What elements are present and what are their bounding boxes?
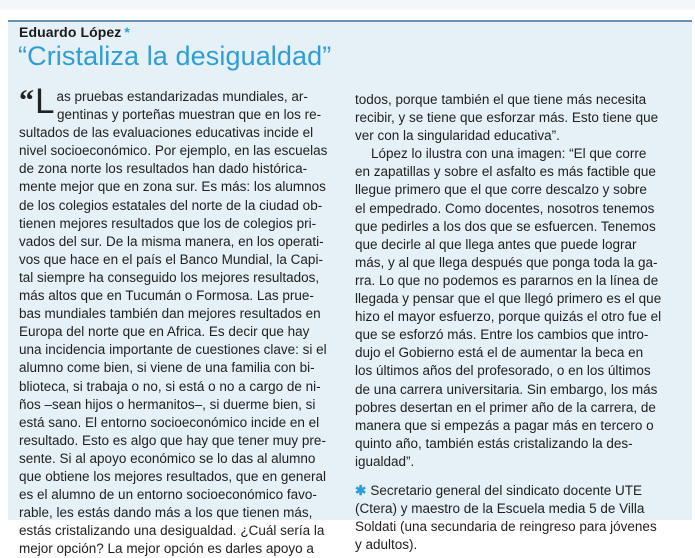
text-line: López lo ilustra con una imagen: “El que corre [371, 146, 647, 162]
right-paragraph-2 [355, 145, 677, 471]
article-byline [19, 24, 130, 40]
text-line: resultado. Esto es algo que hay que tener muy pre- [19, 432, 326, 448]
scan-top-strip [0, 0, 695, 10]
text-line: quinto año, también estás cristalizando la des- [355, 435, 633, 451]
second-line [19, 106, 337, 124]
text-line: manera que si empezás a pagar más en tercero o [355, 417, 654, 433]
drop-cap: L [35, 82, 55, 121]
text-line: Europa del norte que en Africa. Es decir que hay [19, 324, 310, 340]
text-line: todos, porque también el que tiene más necesita [355, 92, 647, 107]
text-line: mente mejor que en zona sur. Es más: los alumnos [19, 179, 326, 195]
opening-quote-mark: “ [19, 84, 34, 117]
note-gap [355, 471, 677, 482]
right-column [355, 91, 677, 554]
text-line: que decirle al que llega antes que puede lograr [355, 236, 637, 252]
text-line: más altos que en Tucumán o Formosa. Las prue- [19, 288, 314, 304]
text-line: blioteca, si trabaja o no, si está o no a cargo de ni- [19, 378, 321, 394]
text-line: y adultos). [355, 537, 418, 553]
text-line: tal siempre ha conseguido los mejores resultados, [19, 269, 320, 285]
text-line: dujo el Gobierno está el de aumentar la beca en [355, 345, 644, 361]
text-line: tienen mejores resultados que los de colegios pri- [19, 215, 317, 231]
note-line [355, 500, 677, 518]
text-line: el empedrado. Como docentes, nosotros tenemos [355, 200, 655, 216]
note-line [355, 536, 677, 554]
left-column [19, 82, 337, 558]
text-line: igualdad”. [355, 453, 415, 469]
text-line: rra. Lo que no podemos es pararnos en la línea de [355, 272, 659, 288]
text-line: recibir, y se tiene que esforzar más. Esto tiene que [355, 110, 659, 126]
text-line: está sano. El entorno socioeconómico incide en el [19, 414, 320, 430]
author-footnote-marker: * [124, 24, 130, 40]
author-note [355, 482, 677, 554]
text-line: (Ctera) y maestro de la Escuela media 5 de Villa [355, 501, 645, 517]
text-line: ver con la singularidad educativa”. [355, 128, 560, 144]
text-line: vados del sur. De la misma manera, en los operati- [19, 233, 324, 249]
author-name: Eduardo López [19, 24, 122, 40]
text-line: bas mundiales también dan mejores resultados en [19, 306, 321, 322]
text-line: de zona norte los resultados han dado histórica- [19, 161, 308, 177]
text-line: Secretario general del sindicato docente UTE [370, 482, 642, 498]
text-line: estás cristalizando una desigualdad. ¿Cuál sería la [19, 523, 325, 539]
text-line: vos que hace en el país el Banco Mundial, la Capi- [19, 251, 323, 267]
text-line: una incidencia importante de cuestiones clave: si el [19, 342, 327, 358]
note-line [355, 518, 677, 536]
text-line: llegue primero que el que corre descalzo y sobre [355, 182, 647, 198]
note-line [355, 482, 677, 500]
article-title: “Cristaliza la desigualdad” [18, 41, 332, 71]
text-line: más, y al que llega después que ponga toda la ga- [355, 254, 658, 270]
text-line: hizo el mayor esfuerzo, porque quizás el otro fue el [355, 309, 662, 325]
text-line: los últimos años del profesorado, o en los últimos [355, 363, 651, 379]
text-line: rable, les estás dando más a los que tienen más, [19, 505, 313, 521]
text-line: mejor opción? La mejor opción es darles apoyo a [19, 541, 314, 557]
text-line: que se esforzó más. Entre los cambios que intro- [355, 327, 649, 343]
text-line: sultados de las evaluaciones educativas incide el [19, 125, 314, 141]
text-line: gentinas y porteñas muestran que en los re- [57, 107, 322, 123]
text-line: nivel socioeconómico. Por ejemplo, en las escuelas [19, 143, 328, 159]
text-line: ños –sean hijos o hermanitos–, si duerme bien, si [19, 396, 316, 412]
text-line: es el alumno de un entorno socioeconómico favo- [19, 487, 317, 503]
text-line: Soldati (una secundaria de reingreso para jóvenes [355, 519, 657, 535]
text-line: as pruebas estandarizadas mundiales, ar- [56, 89, 308, 104]
text-line: que pedirles a los dos que se esfuercen. Tenemos [355, 218, 656, 234]
left-column-lines [19, 124, 337, 558]
text-line: de una carrera universitaria. Sin embargo, los más [355, 381, 658, 397]
text-line: pobres desertan en el primer año de la carrera, de [355, 399, 656, 415]
text-line: alumno come bien, si viene de una familia con bi- [19, 360, 315, 376]
text-line: en zapatillas y sobre el asfalto es más factible que [355, 164, 656, 180]
asterisk-icon: ✱ [355, 482, 367, 498]
text-line: de los colegios estatales del norte de la ciudad ob- [19, 197, 323, 213]
article-top-rule [8, 20, 692, 22]
text-line: sente. Si al apoyo económico se lo das al alumno [19, 450, 316, 466]
right-paragraph-1 [355, 91, 677, 145]
text-line: que obtiene los mejores resultados, que en general [19, 468, 326, 484]
text-line: llegada y pensar que el que llegó primero es el que [355, 291, 662, 307]
